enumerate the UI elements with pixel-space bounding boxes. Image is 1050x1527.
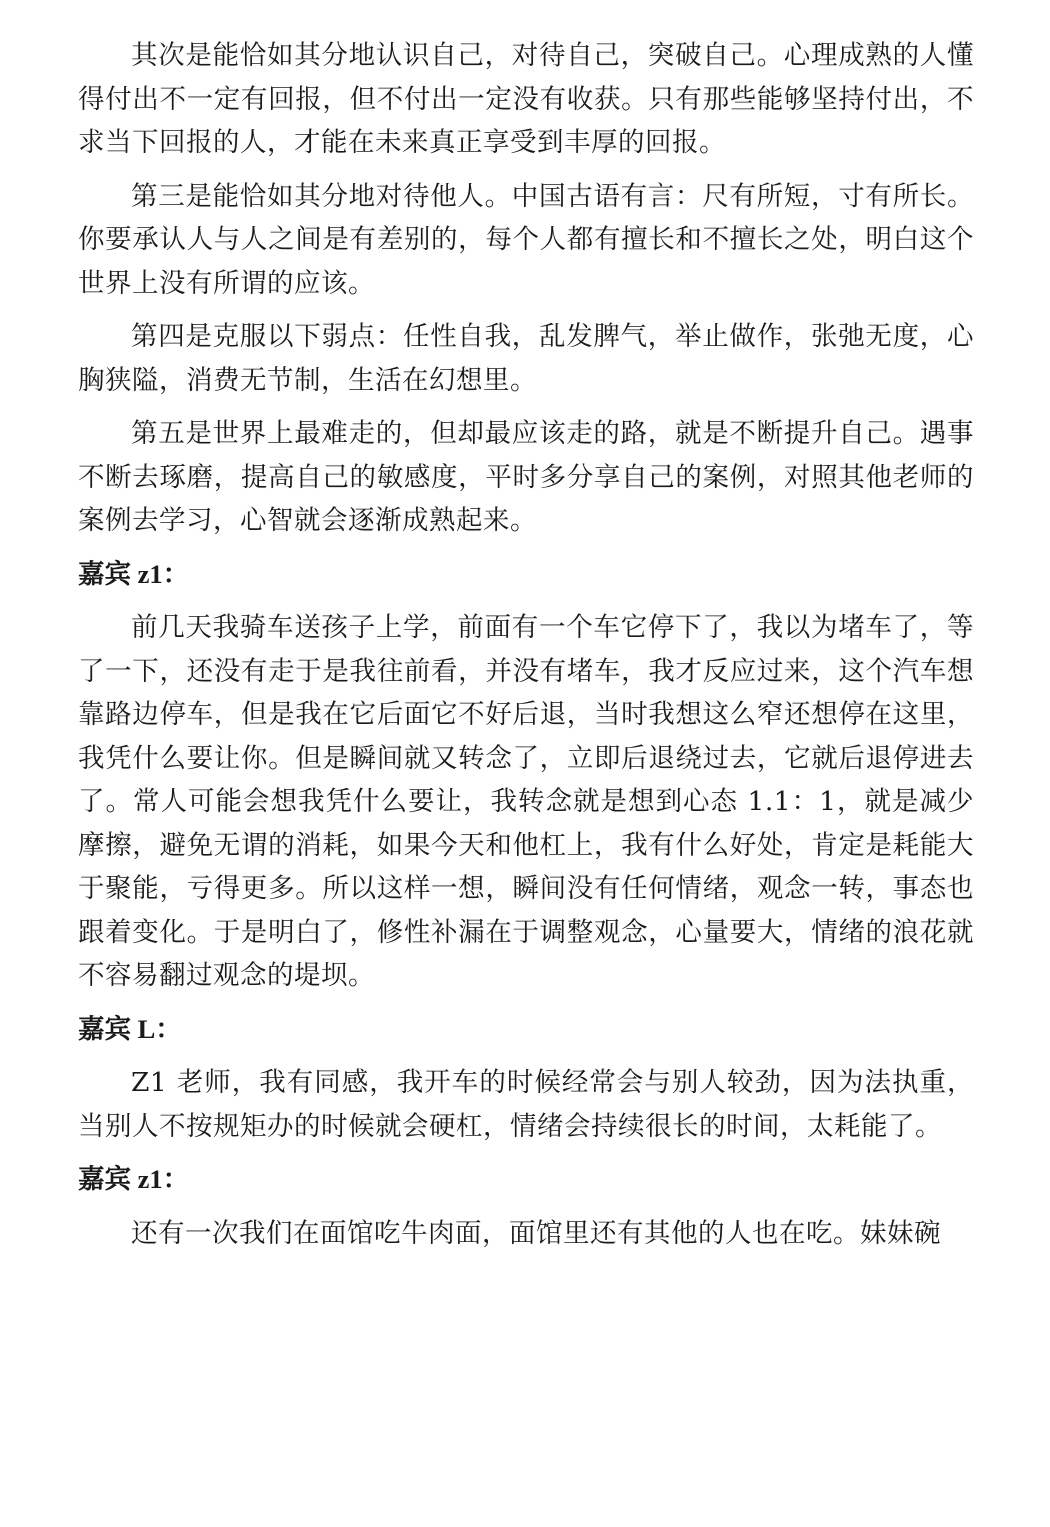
paragraph-treat-others: 第三是能恰如其分地对待他人。中国古语有言：尺有所短，寸有所长。你要承认人与人之间是有差别的，每个人都有擅长和不擅长之处，明白这个世界上没有所谓的应该。 xyxy=(78,180,974,299)
speaker-label-l: 嘉宾 L： xyxy=(78,1013,182,1044)
speaker-label-z1: 嘉宾 z1： xyxy=(78,558,190,589)
paragraph-l-response: Z1 老师，我有同感，我开车的时候经常会与别人较劲，因为法执重，当别人不按规矩办的时候就会硬杠，情绪会持续很长的时间，太耗能了。 xyxy=(78,1067,974,1142)
paragraph-z1-noodle-story: 还有一次我们在面馆吃牛肉面，面馆里还有其他的人也在吃。妹妹碗 xyxy=(131,1217,941,1249)
paragraph-self-awareness: 其次是能恰如其分地认识自己，对待自己，突破自己。心理成熟的人懂得付出不一定有回报，但不付出一定没有收获。只有那些能够坚持付出，不求当下回报的人，才能在未来真正享受到丰厚的回报。 xyxy=(78,40,974,158)
paragraph-self-improvement: 第五是世界上最难走的，但却最应该走的路，就是不断提升自己。遇事不断去琢磨，提高自己的敏感度，平时多分享自己的案例，对照其他老师的案例去学习，心智就会逐渐成熟起来。 xyxy=(78,418,974,536)
document-page xyxy=(78,34,974,1265)
speaker-label-z1-second: 嘉宾 z1： xyxy=(78,1164,190,1194)
paragraph-z1-car-story: 前几天我骑车送孩子上学，前面有一个车它停下了，我以为堵车了，等了一下，还没有走于是我往前看，并没有堵车，我才反应过来，这个汽车想靠路边停车，但是我在它后面它不好后退，当时我想这么窄还想停在这里，我凭什么要让你。但是瞬间就又转念了，立即后退绕过去，它就后退停进去了。常人可能会想我凭什么要让，我转念就是想到心态 1.1：1，就是减少摩擦，避免无谓的消耗，如果今天和他杠上，我有什么好处，肯定是耗能大于聚能，亏得更多。所以这样一想，瞬间没有任何情绪，观念一转，事态也跟着变化。于是明白了，修性补漏在于调整观念，心量要大，情绪的浪花就不容易翻过观念的堤坝。 xyxy=(78,612,974,991)
paragraph-weaknesses: 第四是克服以下弱点：任性自我，乱发脾气，举止做作，张弛无度，心胸狭隘，消费无节制，生活在幻想里。 xyxy=(78,321,974,396)
